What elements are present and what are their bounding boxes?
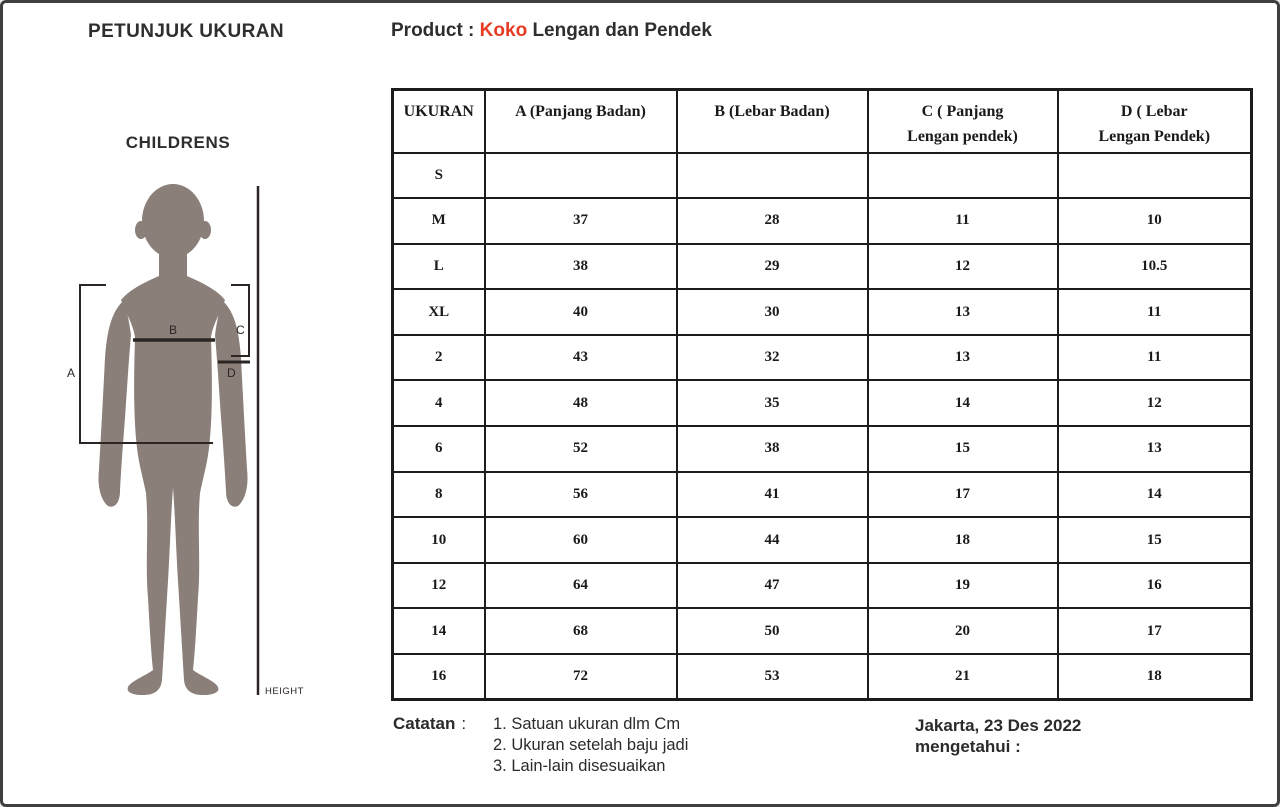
value-cell: 47 bbox=[677, 563, 868, 609]
signoff-acknowledge: mengetahui : bbox=[915, 737, 1021, 756]
value-cell: 40 bbox=[485, 289, 677, 335]
value-cell: 11 bbox=[1058, 289, 1252, 335]
value-cell: 18 bbox=[1058, 654, 1252, 700]
signoff-block bbox=[915, 715, 1081, 757]
product-name: Koko bbox=[479, 20, 528, 41]
value-cell: 14 bbox=[868, 380, 1058, 426]
value-cell: 52 bbox=[485, 426, 677, 472]
product-description: Lengan dan Pendek bbox=[527, 20, 712, 41]
child-silhouette-icon bbox=[98, 184, 247, 695]
table-row bbox=[393, 335, 1252, 381]
value-cell: 17 bbox=[868, 472, 1058, 518]
value-cell: 18 bbox=[868, 517, 1058, 563]
size-cell: 6 bbox=[393, 426, 485, 472]
value-cell: 21 bbox=[868, 654, 1058, 700]
column-header-a bbox=[485, 90, 677, 153]
notes-label-text: Catatan bbox=[393, 714, 456, 733]
size-cell: 4 bbox=[393, 380, 485, 426]
value-cell: 11 bbox=[868, 198, 1058, 244]
value-cell: 13 bbox=[1058, 426, 1252, 472]
column-header-text: D ( Lebar bbox=[1120, 103, 1188, 120]
notes-list bbox=[493, 714, 688, 777]
table-row bbox=[393, 517, 1252, 563]
value-cell bbox=[677, 153, 868, 199]
value-cell: 37 bbox=[485, 198, 677, 244]
column-header-c bbox=[868, 90, 1058, 153]
value-cell bbox=[485, 153, 677, 199]
table-row bbox=[393, 654, 1252, 700]
height-label: HEIGHT bbox=[265, 686, 304, 697]
value-cell: 72 bbox=[485, 654, 677, 700]
value-cell: 32 bbox=[677, 335, 868, 381]
value-cell: 16 bbox=[1058, 563, 1252, 609]
column-header-text: A (Panjang Badan) bbox=[515, 103, 646, 120]
signoff-place-date: Jakarta, 23 Des 2022 bbox=[915, 716, 1082, 735]
header-row bbox=[393, 90, 1252, 153]
size-cell: 8 bbox=[393, 472, 485, 518]
table-row bbox=[393, 426, 1252, 472]
value-cell: 15 bbox=[1058, 517, 1252, 563]
column-header-d bbox=[1058, 90, 1252, 153]
value-cell: 30 bbox=[677, 289, 868, 335]
value-cell: 60 bbox=[485, 517, 677, 563]
product-label: Product : bbox=[391, 20, 480, 41]
value-cell: 15 bbox=[868, 426, 1058, 472]
column-header-text: Lengan Pendek) bbox=[1098, 128, 1211, 145]
product-line bbox=[391, 20, 712, 42]
note-item: 1. Satuan ukuran dlm Cm bbox=[493, 715, 681, 733]
value-cell: 56 bbox=[485, 472, 677, 518]
size-table-header bbox=[393, 90, 1252, 153]
size-cell: 2 bbox=[393, 335, 485, 381]
size-cell: 16 bbox=[393, 654, 485, 700]
table-row bbox=[393, 472, 1252, 518]
column-header-ukuran bbox=[393, 90, 485, 153]
value-cell: 48 bbox=[485, 380, 677, 426]
table-row bbox=[393, 198, 1252, 244]
table-row bbox=[393, 153, 1252, 199]
table-row bbox=[393, 244, 1252, 290]
table-row bbox=[393, 380, 1252, 426]
value-cell: 38 bbox=[485, 244, 677, 290]
size-cell: 14 bbox=[393, 608, 485, 654]
value-cell: 68 bbox=[485, 608, 677, 654]
value-cell: 12 bbox=[868, 244, 1058, 290]
value-cell: 10 bbox=[1058, 198, 1252, 244]
value-cell: 12 bbox=[1058, 380, 1252, 426]
column-header-text: C ( Panjang bbox=[921, 103, 1004, 120]
label-b: B bbox=[169, 323, 178, 337]
value-cell bbox=[868, 153, 1058, 199]
note-item: 2. Ukuran setelah baju jadi bbox=[493, 736, 689, 754]
value-cell: 38 bbox=[677, 426, 868, 472]
table-row bbox=[393, 289, 1252, 335]
label-a: A bbox=[67, 366, 76, 380]
value-cell: 17 bbox=[1058, 608, 1252, 654]
value-cell: 43 bbox=[485, 335, 677, 381]
value-cell: 35 bbox=[677, 380, 868, 426]
column-header-b bbox=[677, 90, 868, 153]
size-cell: S bbox=[393, 153, 485, 199]
label-d: D bbox=[227, 366, 236, 380]
value-cell: 20 bbox=[868, 608, 1058, 654]
value-cell: 11 bbox=[1058, 335, 1252, 381]
column-header-text: UKURAN bbox=[403, 103, 474, 120]
note-item: 3. Lain-lain disesuaikan bbox=[493, 757, 666, 775]
size-cell: 12 bbox=[393, 563, 485, 609]
size-table bbox=[391, 88, 1253, 701]
column-header-text: Lengan pendek) bbox=[907, 128, 1018, 145]
notes-label bbox=[393, 714, 466, 734]
value-cell: 50 bbox=[677, 608, 868, 654]
value-cell: 28 bbox=[677, 198, 868, 244]
value-cell: 14 bbox=[1058, 472, 1252, 518]
value-cell: 29 bbox=[677, 244, 868, 290]
page-title: PETUNJUK UKURAN bbox=[88, 21, 285, 42]
label-c: C bbox=[236, 323, 245, 337]
column-header-text: B (Lebar Badan) bbox=[714, 103, 830, 120]
body-measurement-diagram bbox=[33, 173, 333, 703]
size-cell: L bbox=[393, 244, 485, 290]
value-cell bbox=[1058, 153, 1252, 199]
figure-heading: CHILDRENS bbox=[125, 133, 231, 152]
size-cell: 10 bbox=[393, 517, 485, 563]
table-row bbox=[393, 608, 1252, 654]
value-cell: 41 bbox=[677, 472, 868, 518]
value-cell: 19 bbox=[868, 563, 1058, 609]
table-row bbox=[393, 563, 1252, 609]
value-cell: 44 bbox=[677, 517, 868, 563]
value-cell: 10.5 bbox=[1058, 244, 1252, 290]
value-cell: 53 bbox=[677, 654, 868, 700]
size-cell: M bbox=[393, 198, 485, 244]
value-cell: 13 bbox=[868, 335, 1058, 381]
notes-label-colon: : bbox=[461, 714, 467, 733]
value-cell: 64 bbox=[485, 563, 677, 609]
value-cell: 13 bbox=[868, 289, 1058, 335]
size-table-body bbox=[393, 153, 1252, 700]
size-cell: XL bbox=[393, 289, 485, 335]
